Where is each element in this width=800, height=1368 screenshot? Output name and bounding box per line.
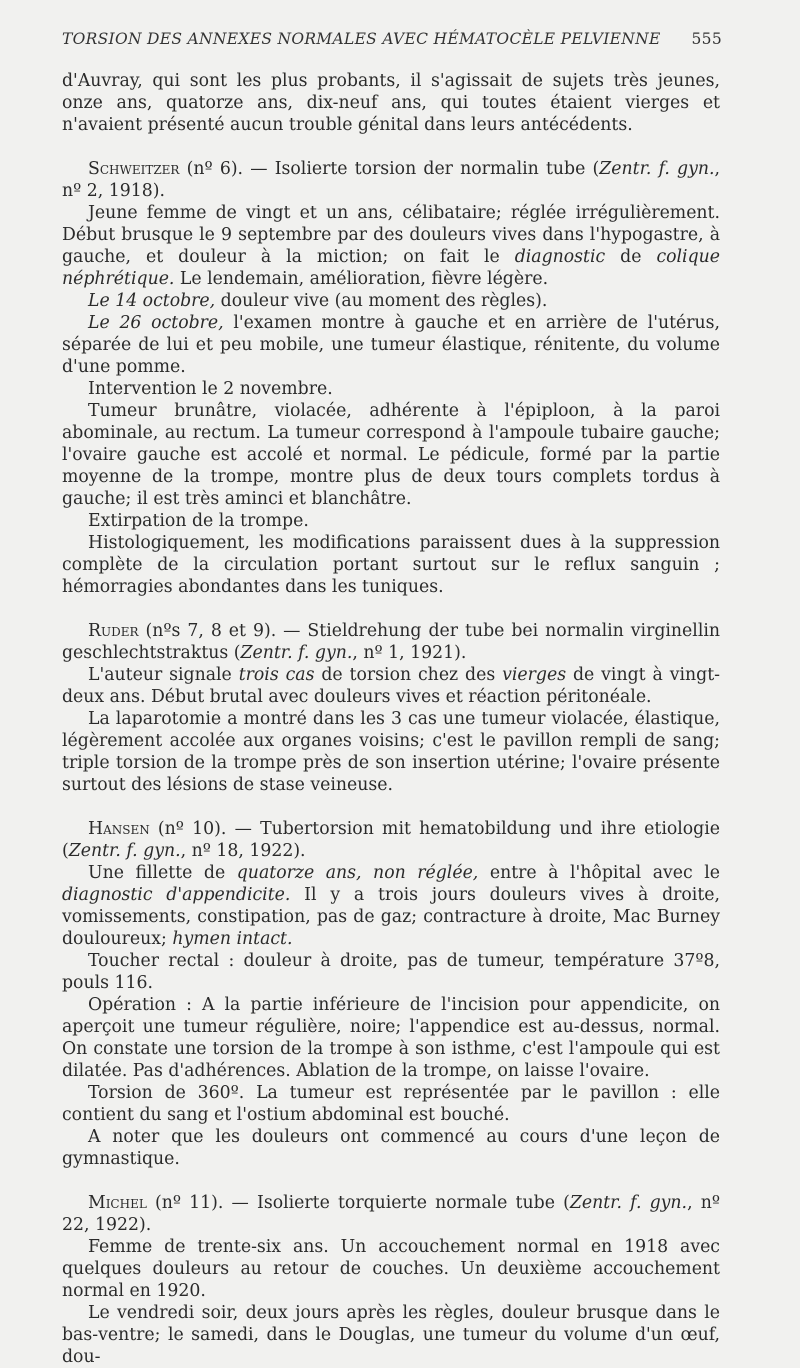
text-run: Le lendemain, amélioration, fièvre légère.: [174, 269, 549, 289]
paragraph: Femme de trente-six ans. Un accouchement normal en 1918 avec quelques douleurs au retour de couches. Un deuxième accouchement normal en 1920.: [62, 1237, 720, 1301]
paragraph: La laparotomie a montré dans les 3 cas une tumeur violacée, élastique, légèrement accolée aux organes voisins; c'est le pavillon rempli de sang; triple torsion de la trompe près de son insertion utérine; l'ovaire présente surtout des lésions de stase veineuse.: [62, 709, 720, 795]
italic-run: hymen intact.: [172, 929, 293, 949]
journal-name: Zentr. f. gyn.: [68, 841, 181, 861]
paragraph: Le vendredi soir, deux jours après les règles, douleur brusque dans le bas-ventre; le samedi, dans le Douglas, une tumeur du volume d'un œuf, dou-: [62, 1303, 720, 1367]
italic-run: diagnostic: [514, 247, 606, 267]
ruder-reference: [62, 620, 720, 664]
text-run: de torsion chez des: [314, 665, 503, 685]
text-run: de: [605, 247, 657, 267]
text-run: de vingt à vingt-deux ans. Début brutal avec douleurs vives et réaction péritonéale.: [62, 665, 720, 707]
italic-run: trois cas: [238, 665, 315, 685]
italic-run: diagnostic d'appendicite.: [62, 885, 291, 905]
author-name: Hansen: [88, 819, 150, 839]
reference-details: , nº 1, 1921).: [352, 643, 467, 663]
italic-run: quatorze ans, non réglée,: [236, 863, 479, 883]
reference-details: , nº 22, 1922).: [62, 1193, 720, 1235]
page-number: 555: [691, 30, 722, 48]
text-run: l'examen montre à gauche et en arrière de l'utérus, séparée de lui et peu mobile, une tumeur élastique, rénitente, du volume d'une pomme.: [62, 313, 721, 377]
text-run: douleur vive (au moment des règles).: [215, 291, 548, 311]
paragraph: Tumeur brunâtre, violacée, adhérente à l'épiploon, à la paroi abominale, au rectum. La tumeur correspond à l'ampoule tubaire gauche; l'ovaire gauche est accolé et normal. Le pédicule, formé par la partie moyenne de la trompe, montre plus de deux tours complets tordus à gauche; il est très aminci et blanchâtre.: [62, 401, 720, 509]
running-title: TORSION DES ANNEXES NORMALES AVEC HÉMATOCÈLE PELVIENNE: [62, 30, 661, 48]
journal-name: Zentr. f. gyn.: [569, 1193, 688, 1213]
paragraph: [62, 312, 720, 378]
reference-title: (nº 6). — Isolierte torsion der normalin tube (: [179, 159, 600, 179]
italic-run: colique néphrétique.: [62, 247, 720, 289]
text-run: entre à l'hôpital avec le: [478, 863, 720, 883]
journal-name: Zentr. f. gyn.: [240, 643, 353, 663]
paragraph: Toucher rectal : douleur à droite, pas de tumeur, température 37º8, pouls 116.: [62, 951, 720, 993]
paragraph: [62, 290, 720, 312]
journal-name: Zentr. f. gyn.: [599, 159, 715, 179]
reference-title: (nº 10). — Tubertorsion mit hematobildung und ihre etiologie (: [62, 819, 720, 861]
text-run: L'auteur signale: [88, 665, 239, 685]
reference-title: (nº 11). — Isolierte torquierte normale tube (: [146, 1193, 570, 1213]
hansen-reference: [62, 818, 720, 862]
reference-details: , nº 18, 1922).: [180, 841, 306, 861]
paragraph: [62, 862, 720, 950]
intro-paragraph: d'Auvray, qui sont les plus probants, il s'agissait de sujets très jeunes, onze ans, quatorze ans, dix-neuf ans, qui toutes étaient vierges et n'avaient présenté aucun trouble génital dans leurs antécédents.: [62, 71, 720, 135]
paragraph: Opération : A la partie inférieure de l'incision pour appendicite, on aperçoit une tumeur régulière, noire; l'appendice est au-dessus, normal. On constate une torsion de la trompe à son isthme, c'est l'ampoule qui est dilatée. Pas d'adhérences. Ablation de la trompe, on laisse l'ovaire.: [62, 995, 720, 1081]
paragraph: A noter que les douleurs ont commencé au cours d'une leçon de gymnastique.: [62, 1127, 720, 1169]
text-run: Il y a trois jours douleurs vives à droite, vomissements, constipation, pas de gaz; contracture à droite, Mac Burney douloureux;: [62, 885, 720, 949]
paragraph: [62, 664, 720, 708]
paragraph: Intervention le 2 novembre.: [88, 379, 333, 399]
author-name: Ruder: [88, 621, 139, 641]
paragraph: Histologiquement, les modifications paraissent dues à la suppression complète de la circulation portant surtout sur le reflux sanguin ; hémorragies abondantes dans les tuniques.: [62, 533, 720, 597]
reference-title: (nºs 7, 8 et 9). — Stieldrehung der tube bei normalin virginellin geschlechtstraktus (: [62, 621, 720, 663]
schweitzer-reference: [62, 158, 720, 202]
michel-reference: [62, 1192, 720, 1236]
paragraph: Torsion de 360º. La tumeur est représentée par le pavillon : elle contient du sang et l'ostium abdominal est bouché.: [62, 1083, 720, 1125]
paragraph: [62, 202, 720, 290]
text-run: Une fillette de: [88, 863, 237, 883]
body-text: [62, 70, 720, 1368]
reference-details: , nº 2, 1918).: [62, 159, 721, 201]
running-header: [62, 30, 722, 48]
italic-run: Le 14 octobre,: [88, 291, 216, 311]
italic-run: vierges: [502, 665, 567, 685]
author-name: Michel: [88, 1193, 147, 1213]
italic-run: Le 26 octobre,: [88, 313, 224, 333]
paragraph: Extirpation de la trompe.: [88, 511, 309, 531]
text-run: Jeune femme de vingt et un ans, célibataire; réglée irrégulièrement. Début brusque le 9 septembre par des douleurs vives dans l'hypogastre, à gauche, et douleur à la miction; on fait le: [62, 203, 720, 267]
author-name: Schweitzer: [88, 159, 180, 179]
